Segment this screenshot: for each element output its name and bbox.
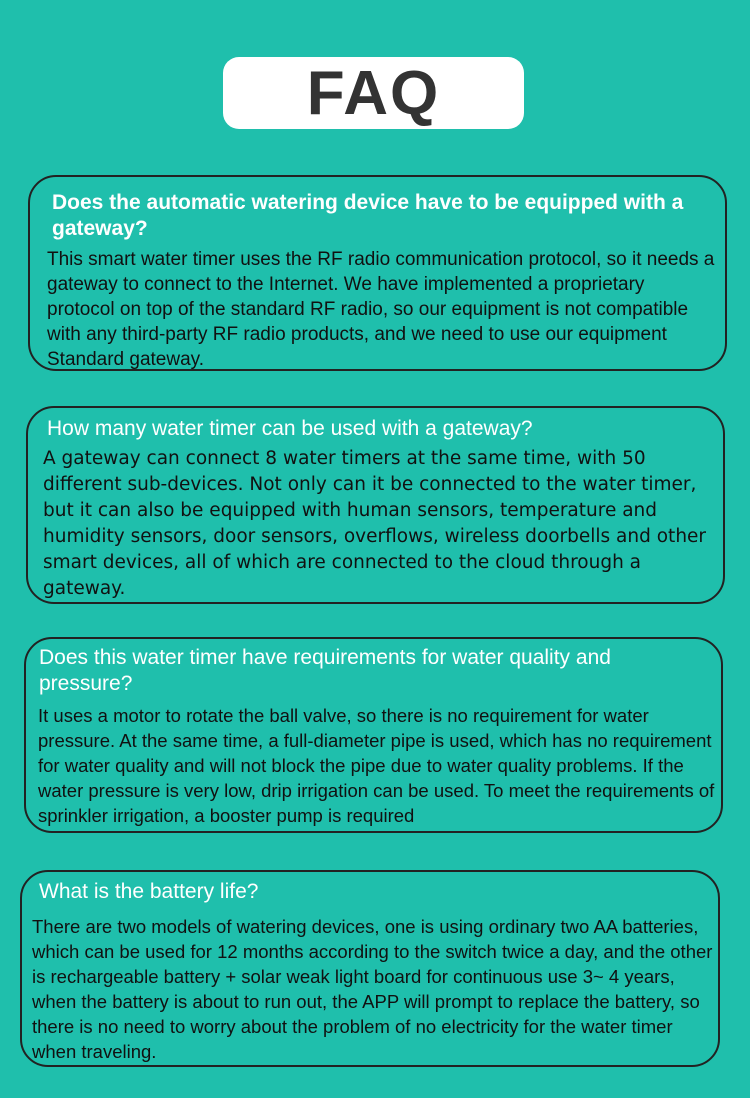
faq-item-water-quality-pressure	[24, 637, 723, 833]
faq-answer: There are two models of watering devices, one is using ordinary two AA batteries, which can be used for 12 months according to the switch twice a day, and the other is rechargeable battery + solar weak light board for continuous use 3~ 4 years, when the battery is about to run out, the APP will prompt to replace the battery, so there is no need to worry about the problem of no electricity for the water timer when traveling.	[32, 916, 713, 1062]
faq-item-gateway-required	[28, 175, 727, 371]
faq-item-battery-life	[20, 870, 720, 1067]
faq-question: How many water timer can be used with a gateway?	[47, 417, 533, 440]
faq-question: Does this water timer have requirements for water quality and pressure?	[39, 646, 611, 695]
title-banner	[223, 57, 524, 129]
faq-item-timers-per-gateway	[26, 406, 725, 604]
faq-answer: A gateway can connect 8 water timers at the same time, with 50 different sub-devices. Not only can it be connected to the water timer, but it can also be equipped with human sensors, temperature and humidity sensors, door sensors, overflows, wireless doorbells and other smart devices, all of which are connected to the cloud through a gateway.	[43, 448, 707, 599]
faq-question: Does the automatic watering device have to be equipped with a gateway?	[52, 191, 684, 240]
faq-question: What is the battery life?	[39, 880, 259, 903]
page-title: FAQ	[306, 58, 441, 128]
faq-answer: It uses a motor to rotate the ball valve, so there is no requirement for water pressure. At the same time, a full-diameter pipe is used, which has no requirement for water quality and will not block the pipe due to water quality problems. If the water pressure is very low, drip irrigation can be used. To meet the requirements of sprinkler irrigation, a booster pump is required	[38, 705, 715, 826]
faq-answer: This smart water timer uses the RF radio communication protocol, so it needs a gateway to connect to the Internet. We have implemented a proprietary protocol on top of the standard RF radio, so our equipment is not compatible with any third-party RF radio products, and we need to use our equipment Standard gateway.	[47, 249, 715, 370]
